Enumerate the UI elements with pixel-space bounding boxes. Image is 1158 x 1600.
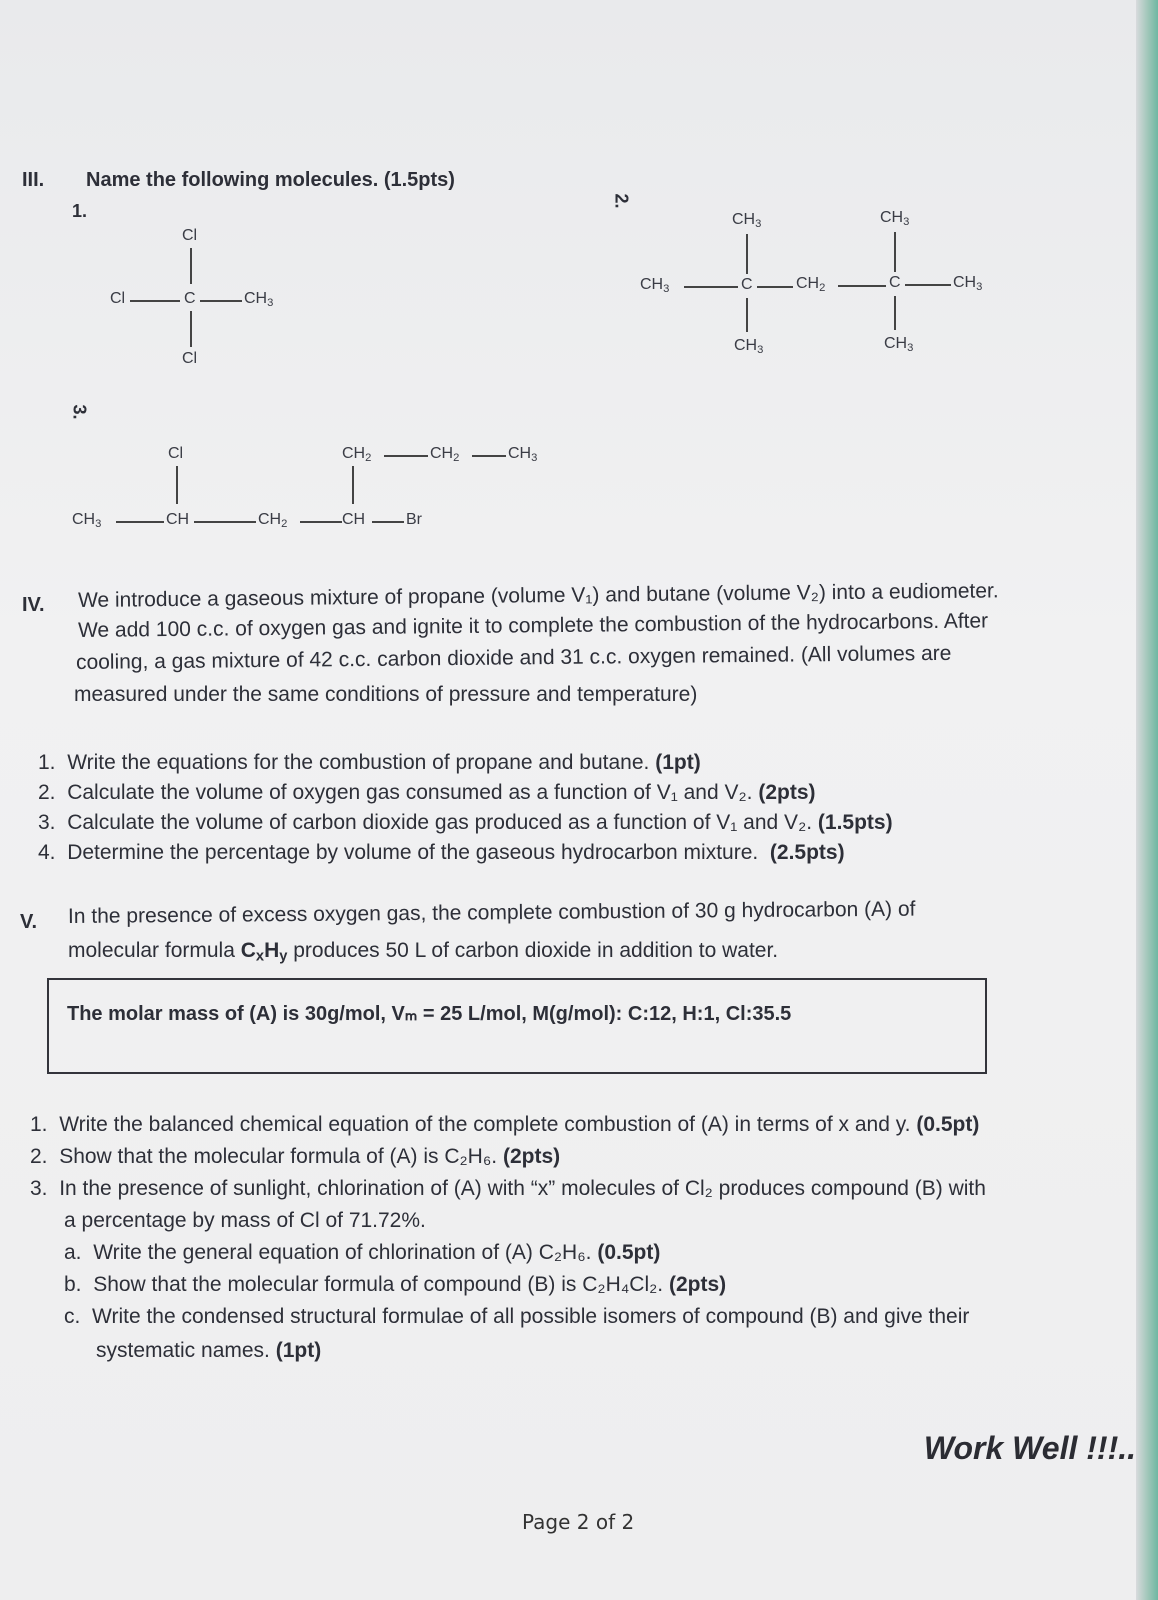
intro-line: We add 100 c.c. of oxygen gas and ignite it to complete the combustion of the hydrocarbons. After [77,609,989,642]
question-item: 3. In the presence of sunlight, chlorination of (A) with “x” molecules of Cl₂ produces compound (B) with [30,1177,986,1200]
question-item: 1. Write the balanced chemical equation of the complete combustion of (A) in terms of x and y. (0.5pt) [30,1113,980,1136]
question-item: 1. Write the equations for the combustion of propane and butane. (1pt) [38,751,701,774]
atom-br: Br [406,511,422,528]
group-ch2: $CH_2$ [796,275,826,294]
question-item: 2. Calculate the volume of oxygen gas consumed as a function of V₁ and V₂. (2pts) [38,781,816,804]
sub-question-item-continued: systematic names. (1pt) [96,1339,322,1362]
sub-question-item: c. Write the condensed structural formulae of all possible isomers of compound (B) and give their [64,1305,970,1328]
closing-text: Work Well !!!.. [923,1430,1136,1466]
bond [300,521,342,523]
bond [372,521,404,523]
atom-cl-bottom: Cl [182,350,198,367]
intro-line: cooling, a gas mixture of 42 c.c. carbon dioxide and 31 c.c. oxygen remained. (All volumes are [75,641,952,674]
group-ch2: $CH_2$ [342,445,372,464]
page-number: Page 2 of 2 [522,1510,635,1534]
group-ch3: $CH_3$ [734,337,764,356]
group-ch2: $CH_2$ [430,445,460,464]
section-5-label: V. [20,911,38,933]
group-ch2: $CH_2$ [258,511,288,530]
atom-c: C [741,276,753,293]
bond [194,521,256,523]
group-ch3: $CH_3$ [884,335,914,354]
bond [905,284,951,286]
bond [838,285,886,287]
section-4-label: IV. [22,594,45,616]
bond [190,311,192,347]
intro-line: We introduce a gaseous mixture of propane (volume V₁) and butane (volume V₂) into a eudiometer. [77,579,999,612]
bond [746,298,748,332]
molecule-3-number: 3. [69,404,90,420]
atom-c: C [889,274,901,291]
bond [200,300,242,302]
group-ch3: $CH_3$ [732,211,762,230]
bond [684,286,738,288]
group-ch: CH [166,511,190,528]
bond [757,286,793,288]
page-edge [1136,0,1158,1600]
sub-question-item: b. Show that the molecular formula of compound (B) is C₂H₄Cl₂. (2pts) [64,1273,727,1296]
molecule-2-number: 2. [611,193,632,209]
intro-line: measured under the same conditions of pressure and temperature) [74,683,698,706]
bond [190,248,192,284]
atom-cl: Cl [168,445,184,462]
group-ch: CH [342,511,366,528]
bond [130,300,180,302]
question-item: 4. Determine the percentage by volume of the gaseous hydrocarbon mixture. (2.5pts) [38,841,845,864]
bond [894,232,896,272]
group-ch3: $CH_3$ [640,276,670,295]
bond [384,455,428,457]
group-ch3: $CH_3$ [953,274,983,293]
data-box-text: The molar mass of (A) is 30g/mol, Vₘ = 25 L/mol, M(g/mol): C:12, H:1, Cl:35.5 [67,1003,792,1025]
question-item: 2. Show that the molecular formula of (A) is C₂H₆. (2pts) [30,1145,561,1168]
section-3-label: III. [22,169,45,191]
question-item-continued: a percentage by mass of Cl of 71.72%. [64,1209,426,1232]
data-box [47,978,987,1074]
group-ch3: $CH_3$ [72,511,102,530]
section-5-intro-line2: molecular formula $C_xH_y$ produces 50 L of carbon dioxide in addition to water. [68,939,779,965]
bond [116,521,164,523]
group-ch3: $CH_3$ [508,445,538,464]
bond [746,234,748,274]
sub-question-item: a. Write the general equation of chlorination of (A) C₂H₆. (0.5pt) [64,1241,661,1264]
bond [472,455,506,457]
question-item: 3. Calculate the volume of carbon dioxide gas produced as a function of V₁ and V₂. (1.5pts) [38,811,893,834]
bond [176,466,178,504]
section-3-title: Name the following molecules. (1.5pts) [86,169,455,191]
bond [894,296,896,330]
group-ch3: $CH_3$ [880,209,910,228]
bond [352,466,354,504]
atom-c: C [184,290,196,307]
atom-cl-left: Cl [110,290,126,307]
section-5-intro-line1: In the presence of excess oxygen gas, the complete combustion of 30 g hydrocarbon (A) of [67,897,916,928]
atom-cl-top: Cl [182,227,198,244]
molecule-1-number: 1. [72,201,88,221]
group-ch3: $CH_3$ [244,290,274,309]
